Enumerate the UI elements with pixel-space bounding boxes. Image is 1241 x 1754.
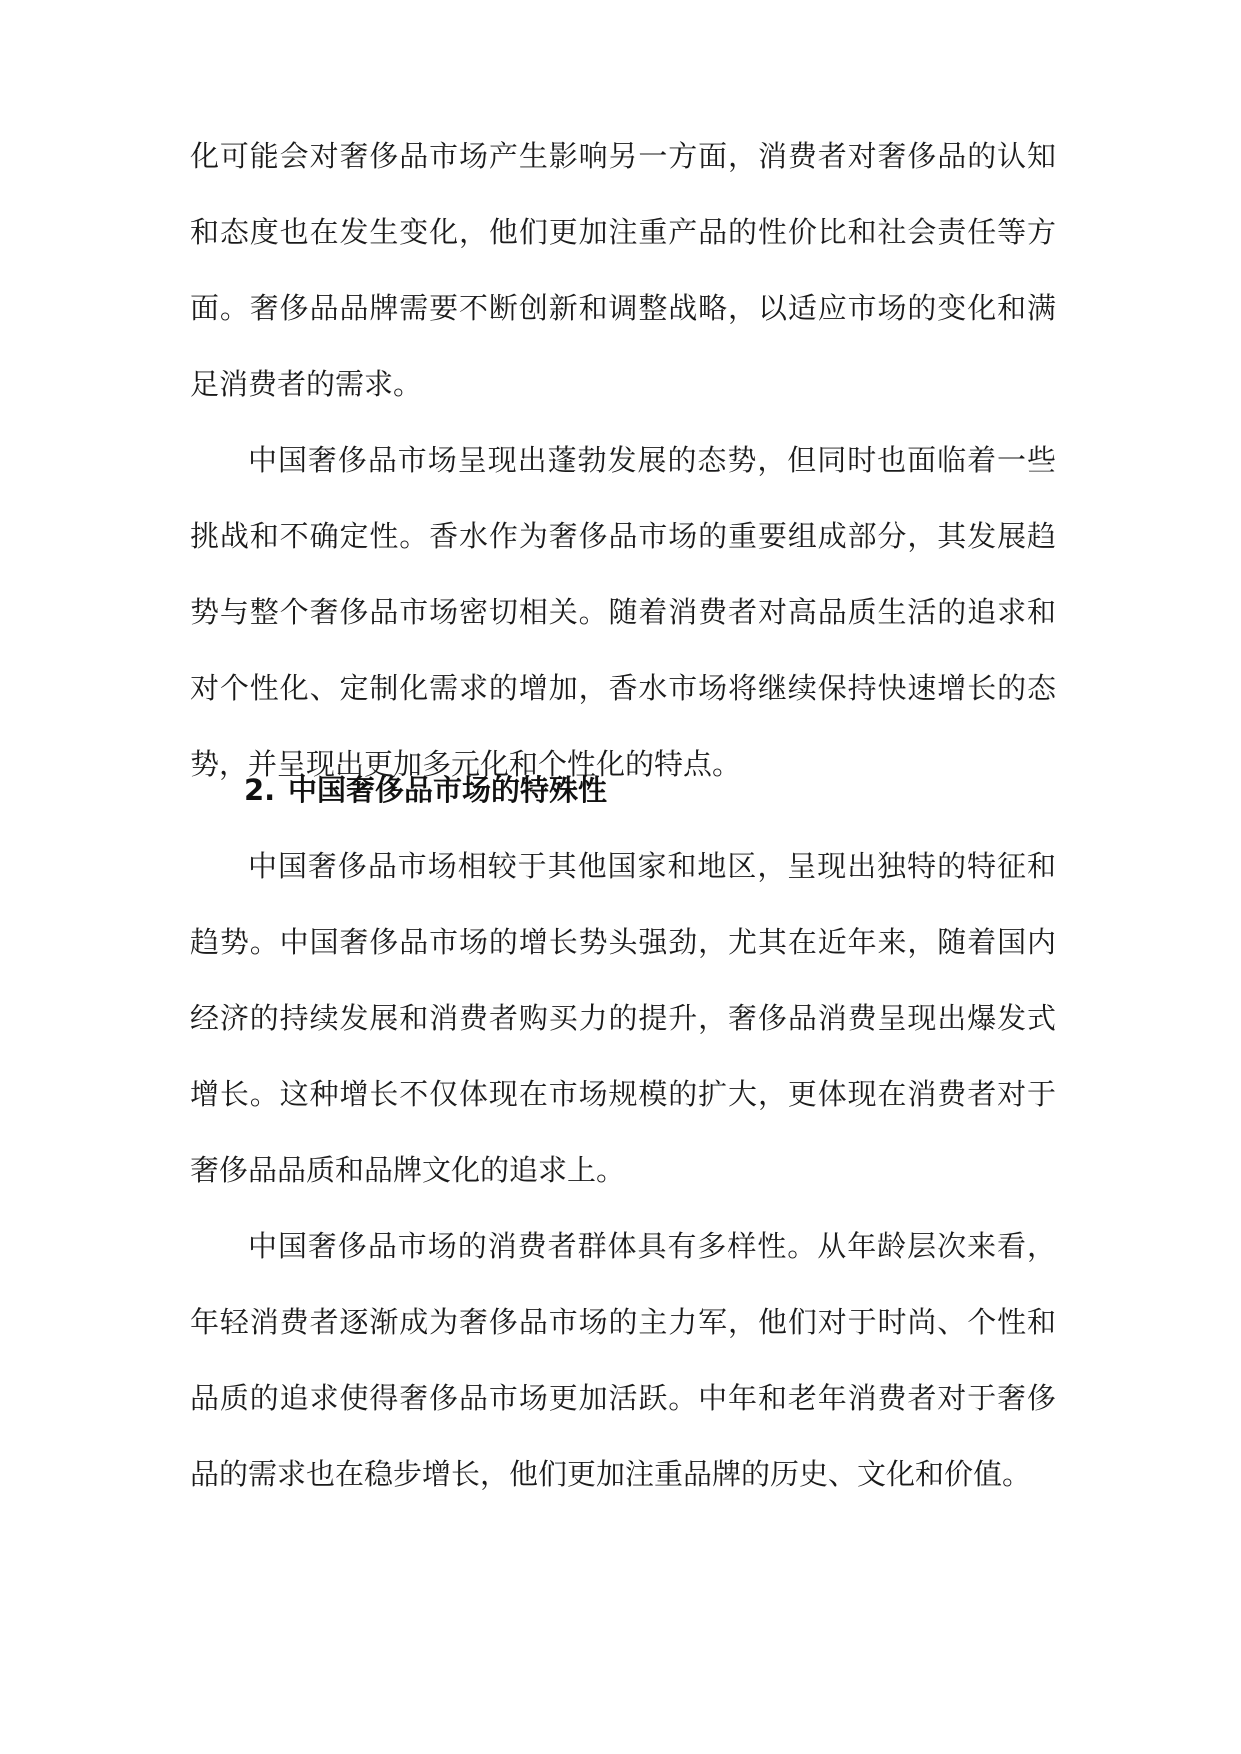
paragraph-continuation: 化可能会对奢侈品市场产生影响另一方面，消费者对奢侈品的认知和态度也在发生变化，他们更加注重产品的性价比和社会责任等方面。奢侈品品牌需要不断创新和调整战略，以适应市场的变化和满足消费者的需求。 [190,139,1056,401]
section-number: 2. [244,773,276,807]
section-heading-block [190,752,1056,828]
body-text-bottom [190,828,1056,1512]
paragraph-consumer-diversity: 中国奢侈品市场的消费者群体具有多样性。从年龄层次来看，年轻消费者逐渐成为奢侈品市场的主力军，他们对于时尚、个性和品质的追求使得奢侈品市场更加活跃。中年和老年消费者对于奢侈品的需求也在稳步增长，他们更加注重品牌的历史、文化和价值。 [190,1229,1056,1491]
paragraph-market-features: 中国奢侈品市场相较于其他国家和地区，呈现出独特的特征和趋势。中国奢侈品市场的增长势头强劲，尤其在近年来，随着国内经济的持续发展和消费者购买力的提升，奢侈品消费呈现出爆发式增长。这种增长不仅体现在市场规模的扩大，更体现在消费者对于奢侈品品质和品牌文化的追求上。 [190,849,1056,1187]
body-text-top [190,118,1056,802]
section-heading [190,752,1056,828]
section-title: 中国奢侈品市场的特殊性 [288,773,608,807]
paragraph-perfume-trend: 中国奢侈品市场呈现出蓬勃发展的态势，但同时也面临着一些挑战和不确定性。香水作为奢侈品市场的重要组成部分，其发展趋势与整个奢侈品市场密切相关。随着消费者对高品质生活的追求和对个性化、定制化需求的增加，香水市场将继续保持快速增长的态势，并呈现出更加多元化和个性化的特点。 [190,443,1056,781]
